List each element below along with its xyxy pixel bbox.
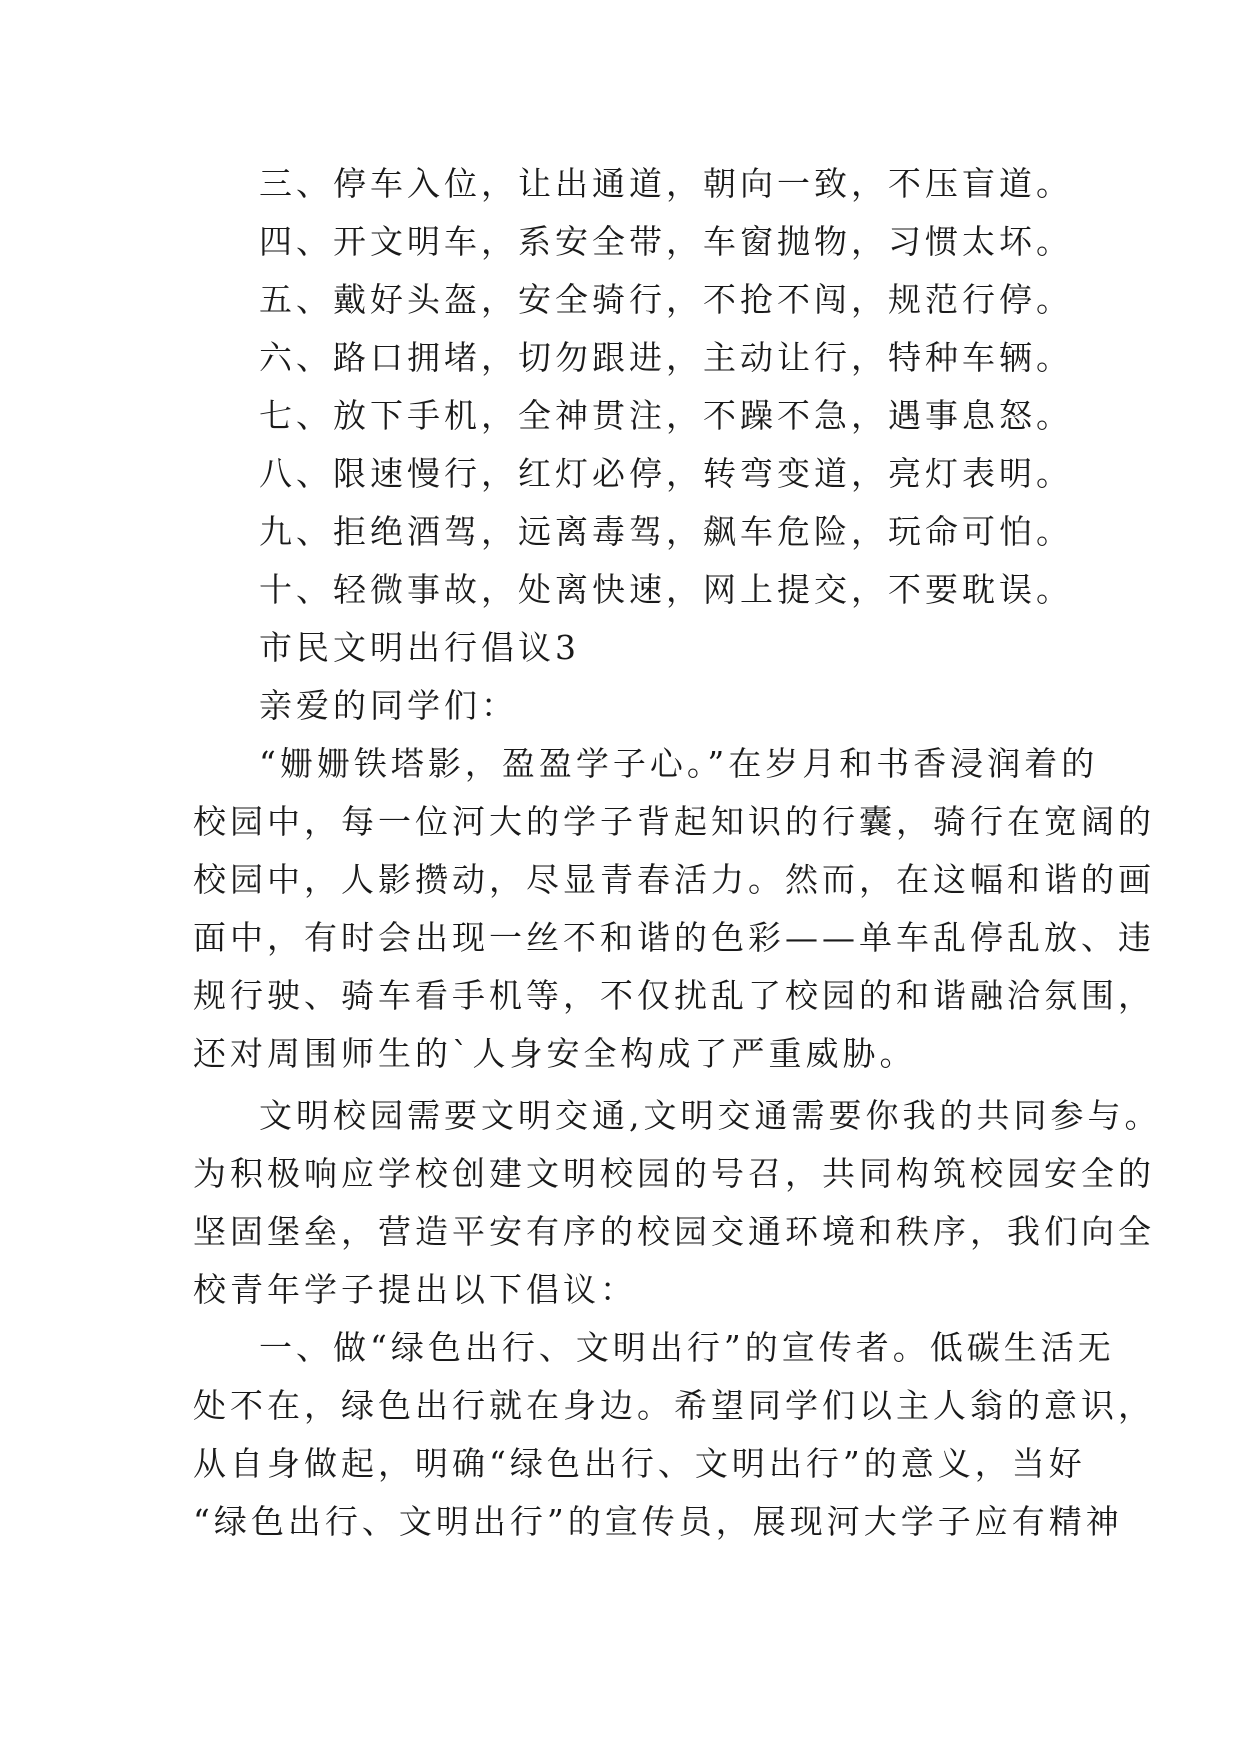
rule-item-8: 八、限速慢行，红灯必停，转弯变道，亮灯表明。 [259, 454, 1073, 493]
paragraph-line: “姗姗铁塔影，盈盈学子心。”在岁月和书香浸润着的 [259, 744, 1099, 783]
paragraph-line: 一、做“绿色出行、文明出行”的宣传者。低碳生活无 [259, 1328, 1115, 1367]
rule-item-7: 七、放下手机，全神贯注，不躁不急，遇事息怒。 [259, 396, 1073, 435]
paragraph-line: 面中，有时会出现一丝不和谐的色彩——单车乱停乱放、违 [193, 918, 1155, 957]
rule-item-10: 十、轻微事故，处离快速，网上提交，不要耽误。 [259, 570, 1073, 609]
rule-item-4: 四、开文明车，系安全带，车窗抛物，习惯太坏。 [259, 222, 1073, 261]
paragraph-line: 坚固堡垒，营造平安有序的校园交通环境和秩序，我们向全 [193, 1212, 1155, 1251]
rule-item-6: 六、路口拥堵，切勿跟进，主动让行，特种车辆。 [259, 338, 1073, 377]
paragraph-line: 从自身做起，明确“绿色出行、文明出行”的意义，当好 [193, 1444, 1086, 1483]
document-body [193, 155, 1162, 1551]
paragraph-line: 校园中，每一位河大的学子背起知识的行囊，骑行在宽阔的 [193, 802, 1155, 841]
paragraph-line: 校青年学子提出以下倡议： [193, 1270, 637, 1309]
paragraph-intro [193, 735, 1155, 1083]
greeting: 亲爱的同学们： [259, 686, 518, 725]
paragraph-call [193, 1087, 1162, 1319]
paragraph-line: 为积极响应学校创建文明校园的号召，共同构筑校园安全的 [193, 1154, 1155, 1193]
paragraph-line: 规行驶、骑车看手机等，不仅扰乱了校园的和谐融洽氛围， [193, 976, 1155, 1015]
section-title: 市民文明出行倡议3 [259, 628, 580, 667]
paragraph-line: “绿色出行、文明出行”的宣传员，展现河大学子应有精神 [193, 1502, 1123, 1541]
paragraph-line: 校园中，人影攒动，尽显青春活力。然而，在这幅和谐的画 [193, 860, 1155, 899]
rule-item-3: 三、停车入位，让出通道，朝向一致，不压盲道。 [259, 164, 1073, 203]
paragraph-line: 还对周围师生的`人身安全构成了严重威胁。 [193, 1034, 917, 1073]
paragraph-line: 文明校园需要文明交通,文明交通需要你我的共同参与。 [259, 1096, 1162, 1135]
rule-item-5: 五、戴好头盔，安全骑行，不抢不闯，规范行停。 [259, 280, 1073, 319]
paragraph-line: 处不在，绿色出行就在身边。希望同学们以主人翁的意识， [193, 1386, 1155, 1425]
paragraph-proposal-1 [193, 1319, 1155, 1551]
rule-item-9: 九、拒绝酒驾，远离毒驾，飙车危险，玩命可怕。 [259, 512, 1073, 551]
